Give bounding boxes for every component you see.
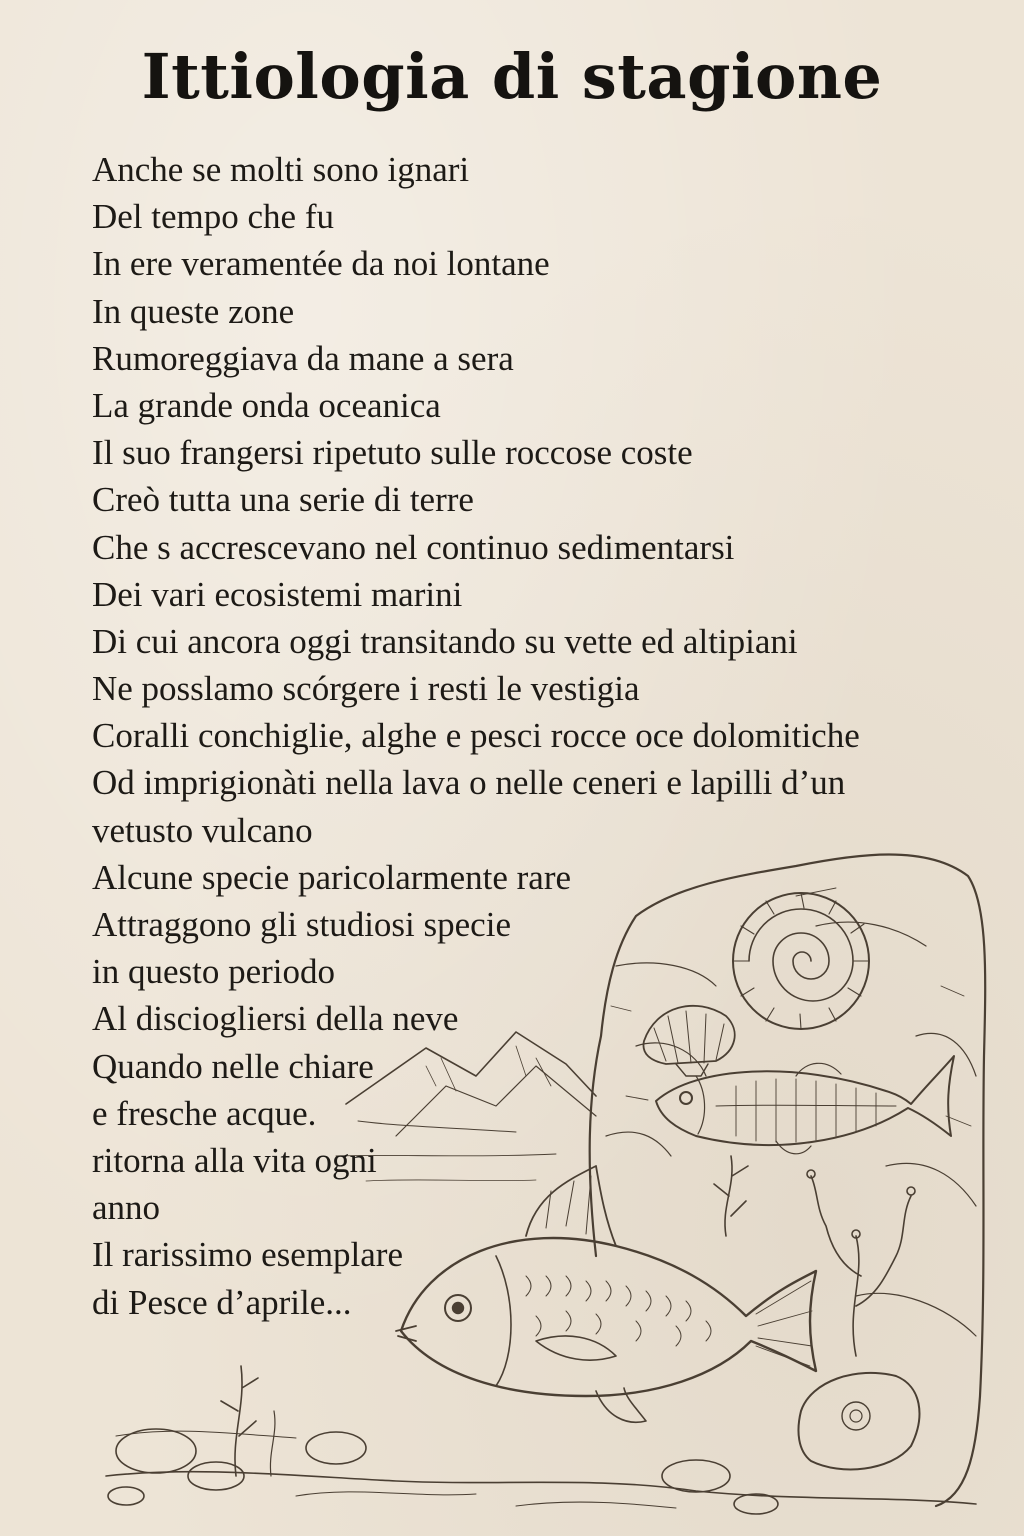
poem-line: Dei vari ecosistemi marini <box>92 574 463 614</box>
poem-line: di Pesce d’aprile... <box>92 1282 352 1322</box>
poem-line: Di cui ancora oggi transitando su vette ed altipiani <box>92 621 798 661</box>
poem-line: Alcune specie paricolarmente rare <box>92 857 572 897</box>
poem-line: In queste zone <box>92 291 295 331</box>
poem-line: Od imprigionàti nella lava o nelle ceneri e lapilli d’un <box>92 763 846 803</box>
poem-line: Attraggono gli studiosi specie <box>92 905 511 944</box>
page-title: Ittiologia di stagione <box>141 40 883 113</box>
poem-line: In ere veramentée da noi lontane <box>92 244 550 284</box>
poem-line: Quando nelle chiare <box>92 1046 374 1086</box>
poem-line: Anche se molti sono ignari <box>92 150 470 189</box>
stone-icon <box>798 1373 919 1470</box>
poem-line: La grande onda oceanica <box>92 385 441 425</box>
poem-line: Il suo frangersi ripetuto sulle roccose coste <box>92 433 693 473</box>
poem-line: Coralli conchiglie, alghe e pesci rocce oce dolomitiche <box>92 716 860 756</box>
poem-line: anno <box>92 1188 161 1228</box>
poem-line: e fresche acque. <box>92 1093 317 1133</box>
poem-line: Ne posslamo scórgere i resti le vestigia <box>92 669 640 709</box>
poem-line: in questo periodo <box>92 952 336 992</box>
poem-line: Creò tutta una serie di terre <box>92 480 474 520</box>
poem-line: vetusto vulcano <box>92 810 313 850</box>
poem-line: Del tempo che fu <box>92 197 334 237</box>
poem-text <box>92 146 972 1326</box>
poem-line: ritorna alla vita ogni <box>92 1140 377 1180</box>
poem-line: Rumoreggiava da mane a sera <box>92 338 514 378</box>
poem-line: Il rarissimo esemplare <box>92 1235 404 1275</box>
poem-line: Al disciogliersi della neve <box>92 999 459 1039</box>
poem-line: Che s accrescevano nel continuo sedimentarsi <box>92 527 735 567</box>
